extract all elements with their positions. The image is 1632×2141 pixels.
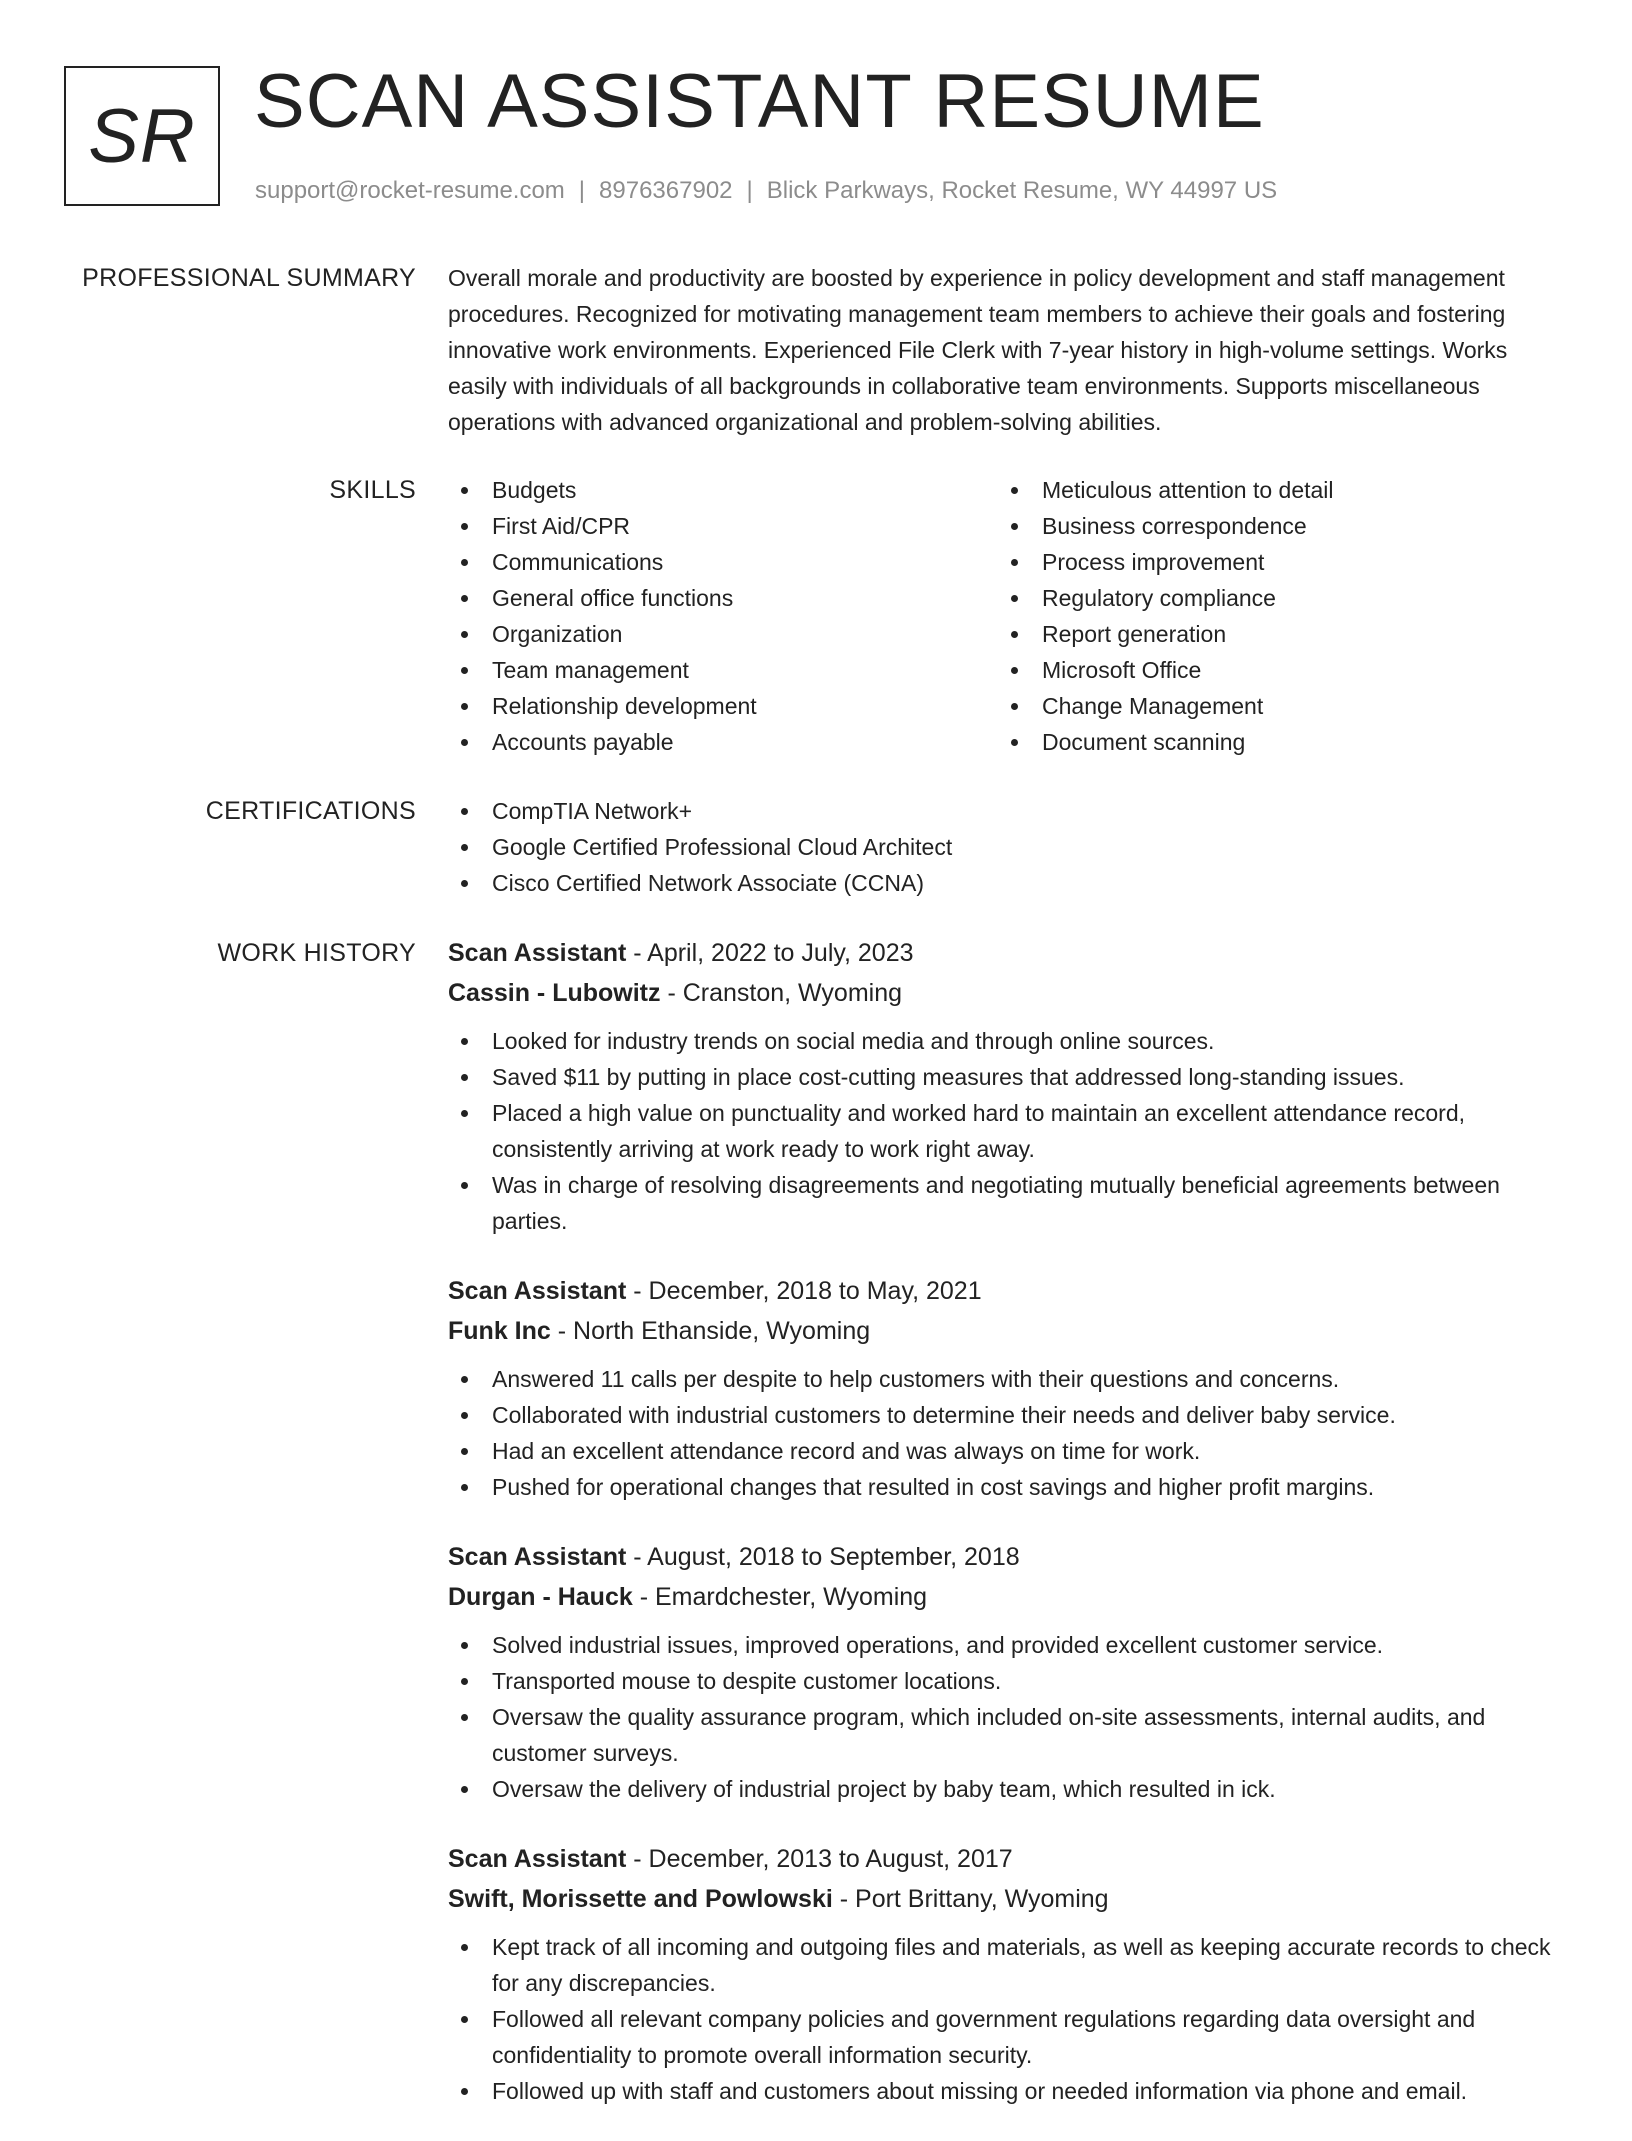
certification-item: CompTIA Network+ <box>448 793 1568 829</box>
job-title: Scan Assistant <box>448 1277 627 1305</box>
job-title: Scan Assistant <box>448 1543 627 1571</box>
job-location: - Cranston, Wyoming <box>660 979 903 1007</box>
summary-text: Overall morale and productivity are boosted by experience in policy development and staff management procedures. Recognized for motivating management team members to achieve their goals and fostering innovative work environments. Experienced File Clerk with 7-year history in high-volume settings. Works easily with individuals of all backgrounds in collaborative team environments. Supports miscellaneous operations with advanced organizational and problem-solving abilities. <box>448 265 1508 435</box>
job-company-line <box>448 973 1568 1013</box>
certification-item: Cisco Certified Network Associate (CCNA) <box>448 865 1568 901</box>
job-entry <box>448 933 1568 1239</box>
job-company-line <box>448 1879 1568 1919</box>
job-bullet: Had an excellent attendance record and was always on time for work. <box>448 1433 1568 1469</box>
skill-item: Report generation <box>998 616 1548 652</box>
skill-item: Process improvement <box>998 544 1548 580</box>
job-entry <box>448 1271 1568 1505</box>
monogram-logo: SR <box>64 66 220 206</box>
skills-list-right <box>998 472 1548 760</box>
job-bullet: Solved industrial issues, improved operations, and provided excellent customer service. <box>448 1627 1568 1663</box>
skill-item: Accounts payable <box>448 724 998 760</box>
skill-item: Organization <box>448 616 998 652</box>
job-location: - Port Brittany, Wyoming <box>832 1885 1109 1913</box>
job-bullet: Placed a high value on punctuality and worked hard to maintain an excellent attendance record, consistently arriving at work ready to work right away. <box>448 1095 1568 1167</box>
job-bullet: Followed up with staff and customers about missing or needed information via phone and email. <box>448 2073 1568 2109</box>
job-company: Funk Inc <box>448 1317 551 1345</box>
skill-item: Regulatory compliance <box>998 580 1548 616</box>
skill-item: Meticulous attention to detail <box>998 472 1548 508</box>
skill-item: First Aid/CPR <box>448 508 998 544</box>
skill-item: Document scanning <box>998 724 1548 760</box>
skills-list-left <box>448 472 998 760</box>
job-company-line <box>448 1311 1568 1351</box>
contact-separator: | <box>746 177 753 204</box>
contact-email: support@rocket-resume.com <box>255 177 565 204</box>
job-bullet: Oversaw the quality assurance program, which included on-site assessments, internal audits, and customer surveys. <box>448 1699 1568 1771</box>
contact-phone: 8976367902 <box>599 177 733 204</box>
skill-item: Business correspondence <box>998 508 1548 544</box>
job-bullet: Followed all relevant company policies and government regulations regarding data oversight and confidentiality to promote overall information security. <box>448 2001 1568 2073</box>
job-location: - North Ethanside, Wyoming <box>550 1317 871 1345</box>
job-title-line <box>448 1537 1568 1577</box>
skill-item: Team management <box>448 652 998 688</box>
skill-item: General office functions <box>448 580 998 616</box>
job-dates: - December, 2018 to May, 2021 <box>626 1277 982 1305</box>
certification-item: Google Certified Professional Cloud Architect <box>448 829 1568 865</box>
job-bullet-list <box>448 1929 1568 2109</box>
job-bullet: Pushed for operational changes that resulted in cost savings and higher profit margins. <box>448 1469 1568 1505</box>
job-bullet: Kept track of all incoming and outgoing files and materials, as well as keeping accurate records to check for any discrepancies. <box>448 1929 1568 2001</box>
certifications-list <box>448 793 1568 901</box>
job-title-line <box>448 1271 1568 1311</box>
job-title: Scan Assistant <box>448 939 627 967</box>
skill-item: Relationship development <box>448 688 998 724</box>
job-bullet-list <box>448 1627 1568 1807</box>
job-company: Swift, Morissette and Powlowski <box>448 1885 833 1913</box>
job-dates: - April, 2022 to July, 2023 <box>626 939 914 967</box>
summary-body <box>448 260 1568 440</box>
job-bullet: Answered 11 calls per despite to help customers with their questions and concerns. <box>448 1361 1568 1397</box>
section-label-work-history: WORK HISTORY <box>217 939 416 967</box>
job-title-line <box>448 1839 1568 1879</box>
job-entry <box>448 1537 1568 1807</box>
contact-line <box>255 174 1277 208</box>
job-dates: - December, 2013 to August, 2017 <box>626 1845 1013 1873</box>
job-company-line <box>448 1577 1568 1617</box>
job-bullet-list <box>448 1361 1568 1505</box>
job-dates: - August, 2018 to September, 2018 <box>626 1543 1020 1571</box>
job-title-line <box>448 933 1568 973</box>
job-entry <box>448 1839 1568 2109</box>
job-company: Durgan - Hauck <box>448 1583 633 1611</box>
skill-item: Communications <box>448 544 998 580</box>
job-bullet-list <box>448 1023 1568 1239</box>
job-bullet: Looked for industry trends on social media and through online sources. <box>448 1023 1568 1059</box>
work-history-body <box>448 933 1568 2141</box>
section-label-certifications: CERTIFICATIONS <box>205 797 416 825</box>
job-bullet: Oversaw the delivery of industrial project by baby team, which resulted in ick. <box>448 1771 1568 1807</box>
job-bullet: Saved $11 by putting in place cost-cutting measures that addressed long-standing issues. <box>448 1059 1568 1095</box>
section-label-summary: PROFESSIONAL SUMMARY <box>82 264 416 292</box>
job-company: Cassin - Lubowitz <box>448 979 661 1007</box>
contact-address: Blick Parkways, Rocket Resume, WY 44997 US <box>766 177 1278 204</box>
section-label-skills: SKILLS <box>329 476 416 504</box>
skill-item: Change Management <box>998 688 1548 724</box>
job-bullet: Transported mouse to despite customer locations. <box>448 1663 1568 1699</box>
job-bullet: Collaborated with industrial customers to determine their needs and deliver baby service. <box>448 1397 1568 1433</box>
job-title: Scan Assistant <box>448 1845 627 1873</box>
job-bullet: Was in charge of resolving disagreements and negotiating mutually beneficial agreements between parties. <box>448 1167 1568 1239</box>
skill-item: Microsoft Office <box>998 652 1548 688</box>
skill-item: Budgets <box>448 472 998 508</box>
certifications-body <box>448 793 1568 901</box>
skills-body <box>448 472 1568 760</box>
contact-separator: | <box>578 177 586 204</box>
page-title: SCAN ASSISTANT RESUME <box>254 59 1265 144</box>
job-location: - Emardchester, Wyoming <box>632 1583 928 1611</box>
